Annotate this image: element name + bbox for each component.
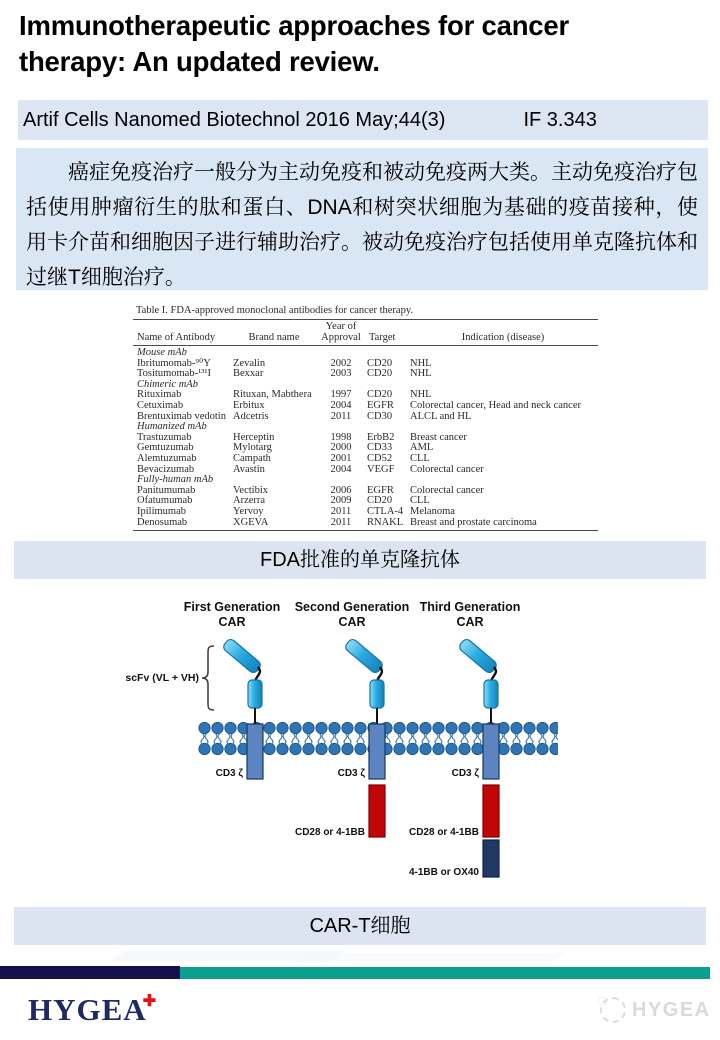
table-cell: Tositumomab-¹³¹I xyxy=(137,368,212,380)
table-row xyxy=(133,507,598,518)
table-cell: Mouse mAb xyxy=(137,347,187,358)
table-cell: 2002 xyxy=(330,357,352,369)
page-title-line2: therapy: An updated review. xyxy=(19,46,380,77)
table-cell: 2001 xyxy=(330,452,352,464)
table-cell: 2011 xyxy=(330,516,352,528)
scfv-label: scFv (VL + VH) xyxy=(125,672,199,684)
table-cell: AML xyxy=(410,442,434,454)
hygea-logo xyxy=(28,991,156,1028)
impact-factor: IF 3.343 xyxy=(523,108,597,131)
gen3-costim1-domain xyxy=(483,785,499,837)
gen2-scfv-vh-domain xyxy=(370,680,384,708)
gen3-title-line2: CAR xyxy=(456,615,484,629)
column-header-brand: Brand name xyxy=(248,332,300,343)
table-cell: NHL xyxy=(410,357,432,369)
table-cell: Cetuximab xyxy=(137,399,184,411)
table-cell: NHL xyxy=(410,368,432,380)
table-cell: XGEVA xyxy=(233,516,269,528)
table-cell: Alemtuzumab xyxy=(137,452,197,464)
table-row xyxy=(133,443,598,454)
table-cell: Panitumumab xyxy=(137,484,196,496)
table-cell: CLL xyxy=(410,452,430,464)
table-rule-header xyxy=(133,345,598,346)
diagram-caption: CAR-T细胞 xyxy=(14,907,706,945)
table-cell: Gemtuzumab xyxy=(137,442,194,454)
table-cell: 2006 xyxy=(330,484,352,496)
gen2-cd3-domain xyxy=(369,724,385,779)
gen2-cd3-label: CD3 ζ xyxy=(337,768,365,779)
gen3-scfv-vl-domain xyxy=(458,638,499,675)
table-cell: Colorectal cancer xyxy=(410,463,484,475)
gen3-cd3-label: CD3 ζ xyxy=(451,768,479,779)
table-cell: Chimeric mAb xyxy=(137,378,198,390)
gen3-scfv-vh-domain xyxy=(484,680,498,708)
table-cell: EGFR xyxy=(367,399,394,411)
gen1-cd3-domain xyxy=(247,724,263,779)
car-gen3 xyxy=(409,638,499,878)
table-cell: Herceptin xyxy=(233,431,275,443)
table-cell: Denosumab xyxy=(137,516,188,528)
journal-citation: Artif Cells Nanomed Biotechnol 2016 May;44(3) xyxy=(23,108,446,131)
table-cell: Yervoy xyxy=(233,505,264,517)
gen1-cd3-label: CD3 ζ xyxy=(215,768,243,779)
table-cell: Mylotarg xyxy=(233,442,272,454)
table-cell: Brentuximab vedotin xyxy=(137,410,226,422)
table-cell: 2009 xyxy=(330,495,352,507)
table-row xyxy=(133,369,598,380)
table-cell: Breast cancer xyxy=(410,431,467,443)
table-cell: Humanized mAb xyxy=(137,421,207,433)
gen1-title-line2: CAR xyxy=(218,615,246,629)
table-row xyxy=(133,401,598,412)
table-row xyxy=(133,486,598,497)
table-cell: 2004 xyxy=(330,463,352,475)
hygea-logo-text: HYGEA xyxy=(28,992,147,1027)
table-cell: 2003 xyxy=(330,368,352,380)
table-cell: VEGF xyxy=(367,463,395,475)
table-cell: Ofatumumab xyxy=(137,495,193,507)
table-cell: Colorectal cancer xyxy=(410,484,484,496)
table-cell: Adcetris xyxy=(233,410,269,422)
table-cell: NHL xyxy=(410,389,432,401)
table-cell: Rituximab xyxy=(137,389,182,401)
watermark-emblem-icon xyxy=(600,997,626,1023)
gen3-costim2-label: 4-1BB or OX40 xyxy=(408,867,479,878)
column-header-name: Name of Antibody xyxy=(137,332,216,343)
table-row xyxy=(133,518,598,529)
table-cell: Colorectal cancer, Head and neck cancer xyxy=(410,399,581,411)
table-cell: 1998 xyxy=(330,431,352,443)
gen1-scfv-vh-domain xyxy=(248,680,262,708)
table-cell: Bexxar xyxy=(233,368,264,380)
hygea-watermark xyxy=(600,997,711,1023)
table-cell: CD20 xyxy=(367,357,393,369)
table-cell: CD20 xyxy=(367,495,393,507)
table-cell: CD20 xyxy=(367,389,393,401)
table-row xyxy=(133,454,598,465)
gen1-title-line1: First Generation xyxy=(183,600,281,614)
car-generations-diagram xyxy=(0,588,720,908)
table-cell: Ipilimumab xyxy=(137,505,186,517)
table-cell: Avastin xyxy=(233,463,265,475)
column-header-year-line2: Approval xyxy=(321,332,361,343)
table-cell: CD33 xyxy=(367,442,393,454)
gen3-costim1-label: CD28 or 4-1BB xyxy=(408,827,479,838)
table-cell: Trastuzumab xyxy=(137,431,192,443)
table-rule-bottom xyxy=(133,530,598,531)
footer-streak-decoration-2 xyxy=(294,953,565,961)
table-cell: CD30 xyxy=(367,410,393,422)
table-cell: Melanoma xyxy=(410,505,455,517)
column-header-indication: Indication (disease) xyxy=(461,332,545,343)
table-cell: Zevalin xyxy=(233,357,266,369)
table-cell: Fully-human mAb xyxy=(137,474,214,486)
table-cell: 2011 xyxy=(330,505,352,517)
table-cell: 2011 xyxy=(330,410,352,422)
column-header-target: Target xyxy=(369,332,396,343)
page-title-line1: Immunotherapeutic approaches for cancer xyxy=(19,10,569,41)
table-cell: CD52 xyxy=(367,452,393,464)
table-cell: 1997 xyxy=(330,389,352,401)
gen2-scfv-vl-domain xyxy=(344,638,385,675)
table-cell: Breast and prostate carcinoma xyxy=(410,516,537,528)
table-row xyxy=(133,433,598,444)
table-cell: ErbB2 xyxy=(367,431,395,443)
table-cell: Vectibix xyxy=(233,484,268,496)
table-cell: Bevacizumab xyxy=(137,463,195,475)
table-cell: Rituxan, Mabthera xyxy=(233,389,312,401)
table-row xyxy=(133,422,598,433)
watermark-text: HYGEA xyxy=(632,998,711,1021)
red-cross-icon: ✚ xyxy=(142,993,157,1010)
table-body xyxy=(133,348,598,528)
fda-antibody-table xyxy=(133,303,598,539)
gen3-cd3-domain xyxy=(483,724,499,779)
car-gen1 xyxy=(216,638,263,779)
table-cell: 2000 xyxy=(330,442,352,454)
page-title xyxy=(19,8,703,80)
gen2-costim-domain xyxy=(369,785,385,837)
gen2-title-line2: CAR xyxy=(338,615,366,629)
table-cell: Campath xyxy=(233,452,271,464)
table-cell: CD20 xyxy=(367,368,393,380)
table-row xyxy=(133,348,598,359)
table-cell: RNAKL xyxy=(367,516,404,528)
gen2-title-line1: Second Generation xyxy=(294,600,410,614)
column-header-year-line1: Year of xyxy=(325,321,357,332)
footer-navy-bar xyxy=(0,966,180,979)
table-cell: EGFR xyxy=(367,484,394,496)
abstract-paragraph: 癌症免疫治疗一般分为主动免疫和被动免疫两大类。主动免疫治疗包括使用肿瘤衍生的肽和蛋白、DNA和树突状细胞为基础的疫苗接种，使用卡介苗和细胞因子进行辅助治疗。被动免疫治疗包括使用单克隆抗体和过继T细胞治疗。 xyxy=(16,148,708,290)
table-row xyxy=(133,380,598,391)
gen3-title-line1: Third Generation xyxy=(419,600,521,614)
table-row xyxy=(133,475,598,486)
table-cell: Ibritumomab-⁹⁰Y xyxy=(137,357,211,369)
scfv-brace xyxy=(202,646,214,710)
citation-bar xyxy=(18,100,708,140)
footer-teal-bar xyxy=(180,967,710,979)
table-title: Table I. FDA-approved monoclonal antibodies for cancer therapy. xyxy=(136,305,414,316)
table-cell: Arzerra xyxy=(233,495,266,507)
table-cell: CLL xyxy=(410,495,430,507)
table-cell: CTLA-4 xyxy=(367,505,404,517)
table-cell: 2004 xyxy=(330,399,352,411)
table-cell: ALCL and HL xyxy=(410,410,472,422)
table-row xyxy=(133,496,598,507)
gen3-costim2-domain xyxy=(483,840,499,877)
gen2-costim-label: CD28 or 4-1BB xyxy=(294,827,365,838)
table-cell: Erbitux xyxy=(233,399,265,411)
table-caption: FDA批准的单克隆抗体 xyxy=(14,541,706,579)
gen1-scfv-vl-domain xyxy=(222,638,263,675)
